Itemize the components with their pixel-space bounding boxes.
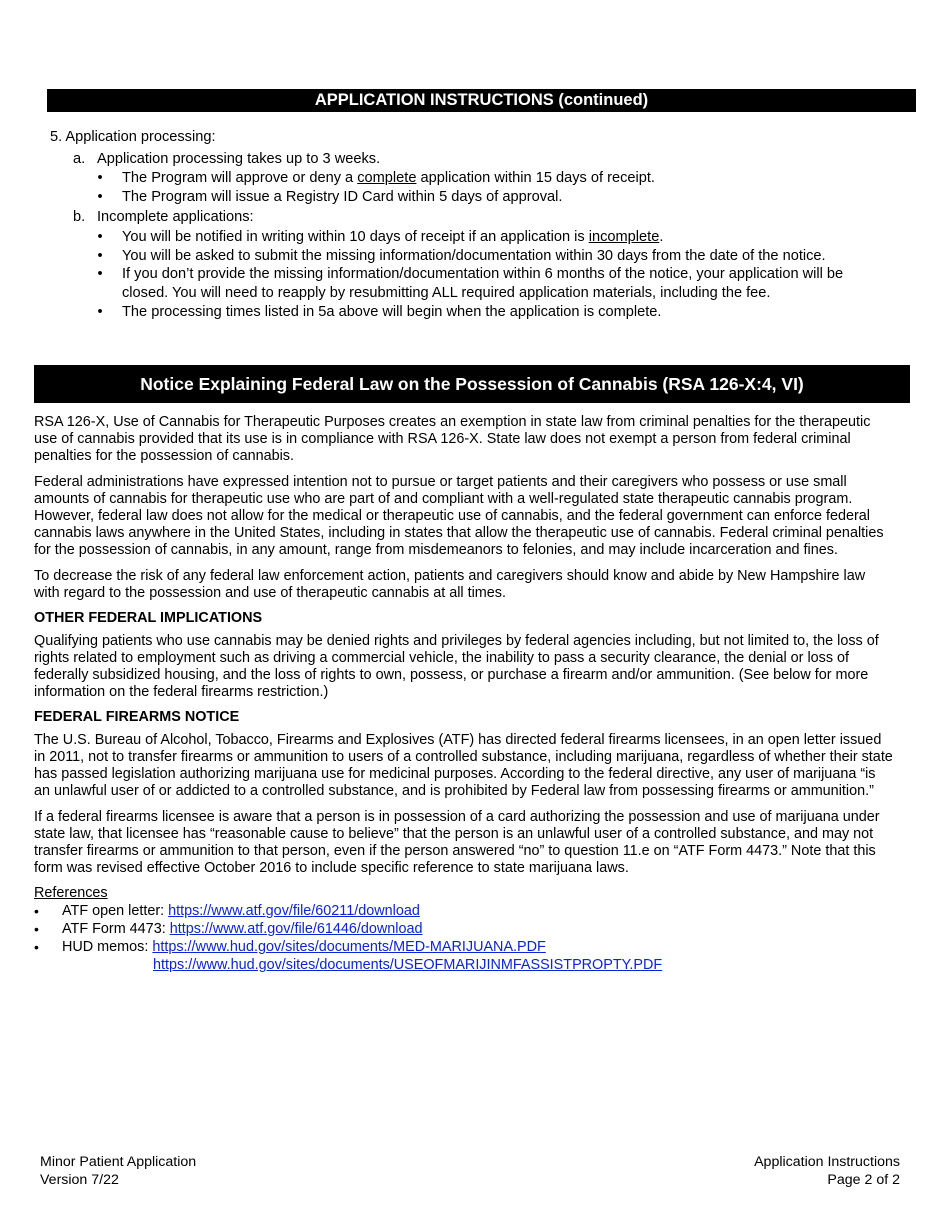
text: application within 15 days of receipt. xyxy=(416,170,655,186)
line: with regard to the possession and use of therapeutic cannabis at all times. xyxy=(34,585,506,601)
item-b-text: Incomplete applications: xyxy=(97,209,254,225)
item-b-bullet-4: The processing times listed in 5a above will begin when the application is complete. xyxy=(122,304,662,320)
item-b-bullet-3-line-2: closed. You will need to reapply by resubmitting ALL required application materials, including the fee. xyxy=(122,285,771,301)
bullet: • xyxy=(97,229,103,245)
line: an unlawful user of or addicted to a controlled substance, and is prohibited by Federal law from possessing firearms or ammunition.” xyxy=(34,783,874,799)
line: has passed legislation authorizing marijuana use for medicinal purposes. According to the federal directive, any user of marijuana “is xyxy=(34,766,876,782)
line: amounts of cannabis for therapeutic use who are part of and compliant with a well-regulated state therapeutic cannabis program. xyxy=(34,491,853,507)
reference-label: ATF open letter: xyxy=(62,903,169,919)
federal-law-notice-banner xyxy=(34,365,910,403)
text: You will be notified in writing within 10 days of receipt if an application is xyxy=(122,229,589,245)
underlined-term: complete xyxy=(357,170,417,186)
bullet: • xyxy=(97,266,103,282)
item-a-text: Application processing takes up to 3 weeks. xyxy=(97,151,381,167)
reference-hud-memos xyxy=(62,939,546,956)
banner-title: APPLICATION INSTRUCTIONS (continued) xyxy=(314,91,649,109)
footer-page-number: Page 2 of 2 xyxy=(827,1172,900,1188)
reference-label: HUD memos: xyxy=(62,939,153,955)
references-heading-text: References xyxy=(34,885,108,901)
reference-label: ATF Form 4473: xyxy=(62,921,170,937)
line: information on the federal firearms restriction.) xyxy=(34,684,329,700)
line: in 2011, not to transfer firearms or ammunition to users of a controlled substance, including marijuana, regardless of whether their state xyxy=(34,749,893,765)
hud-assisted-property-link[interactable]: https://www.hud.gov/sites/documents/USEOFMARIJINMFASSISTPROPTY.PDF xyxy=(153,957,663,973)
line: penalties for the possession of cannabis. xyxy=(34,448,294,464)
heading-other-federal-implications: OTHER FEDERAL IMPLICATIONS xyxy=(34,610,263,626)
footer-version: Version 7/22 xyxy=(40,1172,119,1188)
heading-federal-firearms-notice: FEDERAL FIREARMS NOTICE xyxy=(34,709,240,725)
text: . xyxy=(659,229,664,245)
footer-section-name: Application Instructions xyxy=(754,1154,900,1170)
paragraph-federal-administrations xyxy=(34,474,918,559)
line: for the possession of cannabis, in any amount, range from misdemeanors to felonies, and may include incarceration and fines. xyxy=(34,542,838,558)
item-a-label: a. xyxy=(73,151,86,167)
line: federally subsidized housing, and the loss of rights to own, possess, or purchase a firearm and/or ammunition. (See below for more xyxy=(34,667,869,683)
item-b-label: b. xyxy=(73,209,86,225)
item-a-bullet-1 xyxy=(122,169,655,187)
item-a-bullet-2: The Program will issue a Registry ID Card within 5 days of approval. xyxy=(122,189,563,205)
paragraph-decrease-risk xyxy=(34,568,918,602)
banner-title: Notice Explaining Federal Law on the Possession of Cannabis (RSA 126-X:4, VI) xyxy=(140,374,804,394)
line: transfer firearms or ammunition to that person, even if the person answered “no” to question 11.e on “ATF Form 4473.” Note that this xyxy=(34,843,876,859)
line: To decrease the risk of any federal law enforcement action, patients and caregivers should know and abide by New Hampshire law xyxy=(34,568,866,584)
item-5-heading: 5. Application processing: xyxy=(50,129,216,145)
paragraph-licensee xyxy=(34,809,918,877)
bullet: • xyxy=(34,939,39,955)
bullet: • xyxy=(34,921,39,937)
reference-hud-memo-2 xyxy=(153,957,662,974)
underlined-term: incomplete xyxy=(588,229,660,245)
text: The Program will approve or deny a xyxy=(122,170,358,186)
bullet: • xyxy=(97,170,103,186)
references-heading xyxy=(34,885,108,902)
bullet: • xyxy=(97,248,103,264)
footer-form-name: Minor Patient Application xyxy=(40,1154,197,1170)
line: Federal administrations have expressed intention not to pursue or target patients and their caregivers who possess or use small xyxy=(34,474,847,490)
item-b-bullet-2: You will be asked to submit the missing information/documentation within 30 days from the date of the notice. xyxy=(122,248,826,264)
line: rights related to employment such as driving a commercial vehicle, the inability to pass a security clearance, the denial or loss of xyxy=(34,650,850,666)
application-instructions-banner xyxy=(47,89,916,112)
line: If a federal firearms licensee is aware that a person is in possession of a card authorizing the possession and use of marijuana under xyxy=(34,809,880,825)
line: The U.S. Bureau of Alcohol, Tobacco, Firearms and Explosives (ATF) has directed federal firearms licensees, in an open letter issued xyxy=(34,732,882,748)
item-b-bullet-3-line-1: If you don’t provide the missing information/documentation within 6 months of the notice, your application will be xyxy=(122,266,844,282)
paragraph-atf xyxy=(34,732,918,800)
bullet: • xyxy=(97,189,103,205)
bullet: • xyxy=(97,304,103,320)
bullet: • xyxy=(34,903,39,919)
hud-med-marijuana-link[interactable]: https://www.hud.gov/sites/documents/MED-MARIJUANA.PDF xyxy=(152,939,546,955)
item-b-bullet-1 xyxy=(122,228,663,246)
line: Qualifying patients who use cannabis may be denied rights and privileges by federal agencies including, but not limited to, the loss of xyxy=(34,633,879,649)
line: form was revised effective October 2016 to include specific reference to state marijuana laws. xyxy=(34,860,629,876)
atf-form-4473-link[interactable]: https://www.atf.gov/file/61446/download xyxy=(169,921,423,937)
atf-open-letter-link[interactable]: https://www.atf.gov/file/60211/download xyxy=(168,903,420,919)
line: state law, that licensee has “reasonable cause to believe” that the person is an unlawful user of a controlled substance, and may not xyxy=(34,826,874,842)
line: However, federal law does not allow for the medical or therapeutic use of cannabis, and the federal government can enforce federal xyxy=(34,508,870,524)
line: use of cannabis provided that its use is in compliance with RSA 126-X. State law does not exempt a person from federal criminal xyxy=(34,431,851,447)
line: RSA 126-X, Use of Cannabis for Therapeutic Purposes creates an exemption in state law from criminal penalties for the therapeutic xyxy=(34,414,871,430)
reference-atf-open-letter xyxy=(62,903,420,920)
paragraph-qualifying-patients xyxy=(34,633,918,701)
paragraph-rsa xyxy=(34,414,918,465)
reference-atf-form xyxy=(62,921,423,938)
line: cannabis laws anywhere in the United States, including in states that allow the therapeutic use of cannabis. Federal criminal penalties xyxy=(34,525,884,541)
